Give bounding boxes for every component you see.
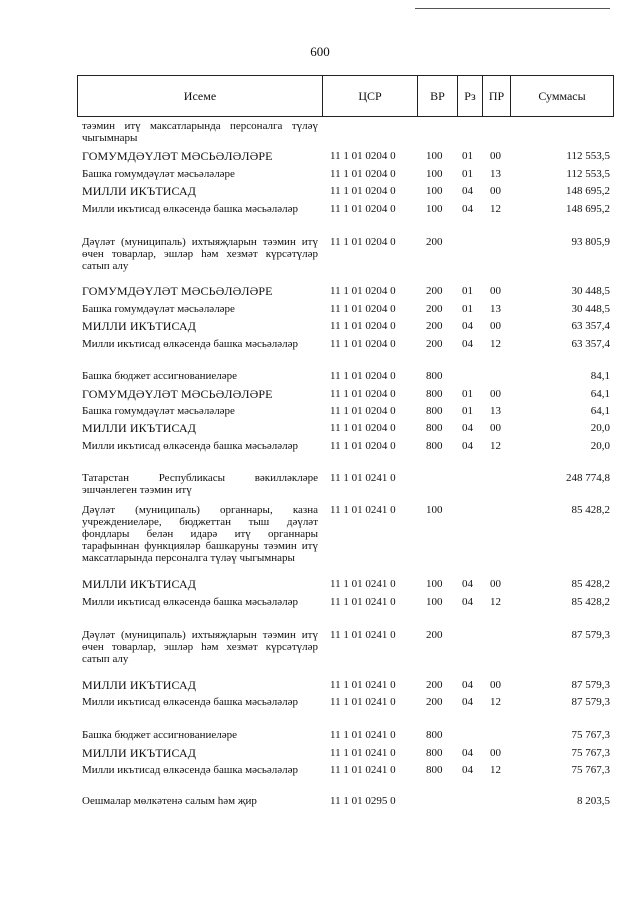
- row-sum: 112 553,5: [566, 150, 610, 162]
- row-sum: 87 579,3: [571, 696, 610, 708]
- row-name: Башка гомумдәүләт мәсьәләләре: [82, 405, 235, 417]
- row-csr: 11 1 01 0204 0: [330, 285, 396, 297]
- row-vr: 200: [426, 303, 443, 315]
- row-name: ГОМУМДӘҮЛӘТ МӘСЬӘЛӘЛӘРЕ: [82, 284, 273, 298]
- row-sum: 75 767,3: [571, 747, 610, 759]
- row-csr: 11 1 01 0295 0: [330, 795, 396, 807]
- row-vr: 800: [426, 370, 443, 382]
- row-name: МИЛЛИ ИКЪТИСАД: [82, 678, 197, 692]
- row-name: Башка бюджет ассигнованиеләре: [82, 370, 237, 382]
- row-name: Милли икътисад өлкәсендә башка мәсьәләләр: [82, 764, 298, 776]
- row-csr: 11 1 01 0241 0: [330, 679, 396, 691]
- row-vr: 100: [426, 578, 443, 590]
- row-name: МИЛЛИ ИКЪТИСАД: [82, 746, 197, 760]
- row-csr: 11 1 01 0241 0: [330, 729, 396, 741]
- row-vr: 800: [426, 764, 443, 776]
- row-name: ГОМУМДӘҮЛӘТ МӘСЬӘЛӘЛӘРЕ: [82, 149, 273, 163]
- row-name: Дәүләт (муниципаль) ихтыяҗларын тәэмин итү өчен товарлар, эшләр һәм хезмәт күрсәтүләр сатып алу: [82, 629, 318, 665]
- row-sum: 248 774,8: [566, 472, 610, 484]
- row-rz: 04: [462, 578, 473, 590]
- page-number: 600: [310, 44, 330, 59]
- row-csr: 11 1 01 0241 0: [330, 747, 396, 759]
- row-pr: 13: [490, 168, 501, 180]
- row-rz: 04: [462, 679, 473, 691]
- row-csr: 11 1 01 0204 0: [330, 338, 396, 350]
- column-header-csr: ЦСР: [323, 76, 418, 116]
- column-header-sum: Суммасы: [538, 88, 586, 103]
- row-sum: 30 448,5: [571, 303, 610, 315]
- row-pr: 12: [490, 696, 501, 708]
- row-vr: 800: [426, 405, 443, 417]
- row-vr: 800: [426, 747, 443, 759]
- row-name: Башка гомумдәүләт мәсьәләләре: [82, 303, 235, 315]
- row-csr: 11 1 01 0204 0: [330, 405, 396, 417]
- row-csr: 11 1 01 0204 0: [330, 185, 396, 197]
- row-name: МИЛЛИ ИКЪТИСАД: [82, 421, 197, 435]
- row-vr: 200: [426, 338, 443, 350]
- row-sum: 64,1: [590, 388, 610, 400]
- column-header-pr: ПР: [483, 76, 511, 116]
- row-vr: 800: [426, 388, 443, 400]
- row-rz: 04: [462, 696, 473, 708]
- row-name: Дәүләт (муниципаль) ихтыяҗларын тәэмин итү өчен товарлар, эшләр һәм хезмәт күрсәтүләр сатып алу: [82, 236, 318, 272]
- row-vr: 100: [426, 596, 443, 608]
- row-rz: 04: [462, 320, 473, 332]
- row-sum: 87 579,3: [571, 679, 610, 691]
- row-rz: 01: [462, 405, 473, 417]
- row-csr: 11 1 01 0204 0: [330, 422, 396, 434]
- row-csr: 11 1 01 0204 0: [330, 370, 396, 382]
- row-csr: 11 1 01 0241 0: [330, 472, 396, 484]
- row-vr: 100: [426, 168, 443, 180]
- row-pr: 12: [490, 203, 501, 215]
- table-header: [77, 75, 614, 117]
- row-csr: 11 1 01 0241 0: [330, 696, 396, 708]
- row-vr: 100: [426, 504, 443, 516]
- row-vr: 200: [426, 320, 443, 332]
- row-sum: 64,1: [590, 405, 610, 417]
- row-pr: 00: [490, 320, 501, 332]
- row-name: Дәүләт (муниципаль) органнары, казна учреждениеләре, бюджеттан тыш дәүләт фондлары белән идарә итү органнары тарафыннан функцияләр башкаруны тәэмин итү максатларында персоналга түләү чыгымнары: [82, 504, 318, 564]
- row-csr: 11 1 01 0204 0: [330, 388, 396, 400]
- row-vr: 200: [426, 629, 443, 641]
- row-rz: 04: [462, 422, 473, 434]
- row-rz: 04: [462, 440, 473, 452]
- row-csr: 11 1 01 0204 0: [330, 150, 396, 162]
- row-sum: 8 203,5: [577, 795, 610, 807]
- row-name: Башка гомумдәүләт мәсьәләләре: [82, 168, 235, 180]
- row-csr: 11 1 01 0241 0: [330, 578, 396, 590]
- column-header-vr: ВР: [418, 76, 458, 116]
- row-pr: 00: [490, 185, 501, 197]
- row-vr: 800: [426, 422, 443, 434]
- row-vr: 200: [426, 679, 443, 691]
- row-name: Оешмалар мөлкәтенә салым һәм җир: [82, 795, 257, 807]
- row-sum: 85 428,2: [571, 504, 610, 516]
- row-sum: 148 695,2: [566, 203, 610, 215]
- row-name: МИЛЛИ ИКЪТИСАД: [82, 184, 197, 198]
- row-name: Милли икътисад өлкәсендә башка мәсьәләләр: [82, 596, 298, 608]
- row-sum: 63 357,4: [571, 320, 610, 332]
- row-csr: 11 1 01 0241 0: [330, 504, 396, 516]
- row-rz: 04: [462, 203, 473, 215]
- row-rz: 04: [462, 764, 473, 776]
- row-rz: 01: [462, 303, 473, 315]
- top-rule: [415, 8, 610, 9]
- row-vr: 200: [426, 285, 443, 297]
- row-sum: 20,0: [590, 422, 610, 434]
- row-rz: 04: [462, 185, 473, 197]
- row-pr: 00: [490, 747, 501, 759]
- row-sum: 85 428,2: [571, 578, 610, 590]
- row-name: Милли икътисад өлкәсендә башка мәсьәләләр: [82, 440, 298, 452]
- row-sum: 93 805,9: [571, 236, 610, 248]
- row-vr: 800: [426, 440, 443, 452]
- row-pr: 12: [490, 764, 501, 776]
- row-name: Милли икътисад өлкәсендә башка мәсьәләләр: [82, 696, 298, 708]
- row-sum: 63 357,4: [571, 338, 610, 350]
- row-vr: 800: [426, 729, 443, 741]
- row-csr: 11 1 01 0204 0: [330, 236, 396, 248]
- row-csr: 11 1 01 0204 0: [330, 440, 396, 452]
- row-sum: 85 428,2: [571, 596, 610, 608]
- row-vr: 100: [426, 150, 443, 162]
- row-vr: 100: [426, 203, 443, 215]
- row-vr: 200: [426, 696, 443, 708]
- row-pr: 00: [490, 679, 501, 691]
- column-header-rz: Рз: [458, 76, 483, 116]
- row-csr: 11 1 01 0204 0: [330, 203, 396, 215]
- row-csr: 11 1 01 0204 0: [330, 303, 396, 315]
- row-rz: 01: [462, 150, 473, 162]
- row-rz: 04: [462, 596, 473, 608]
- row-rz: 01: [462, 388, 473, 400]
- row-pr: 00: [490, 388, 501, 400]
- row-pr: 13: [490, 405, 501, 417]
- row-name: Милли икътисад өлкәсендә башка мәсьәләләр: [82, 338, 298, 350]
- row-sum: 75 767,3: [571, 729, 610, 741]
- row-name: Милли икътисад өлкәсендә башка мәсьәләләр: [82, 203, 298, 215]
- row-rz: 04: [462, 338, 473, 350]
- row-csr: 11 1 01 0241 0: [330, 629, 396, 641]
- row-name: МИЛЛИ ИКЪТИСАД: [82, 577, 197, 591]
- row-sum: 30 448,5: [571, 285, 610, 297]
- row-pr: 12: [490, 440, 501, 452]
- row-sum: 148 695,2: [566, 185, 610, 197]
- row-pr: 00: [490, 150, 501, 162]
- row-pr: 12: [490, 338, 501, 350]
- row-vr: 100: [426, 185, 443, 197]
- row-pr: 00: [490, 578, 501, 590]
- row-csr: 11 1 01 0204 0: [330, 168, 396, 180]
- row-sum: 84,1: [590, 370, 610, 382]
- row-pr: 00: [490, 285, 501, 297]
- row-csr: 11 1 01 0241 0: [330, 596, 396, 608]
- row-name: тәэмин итү максатларында персоналга түләү чыгымнары: [82, 120, 318, 144]
- row-pr: 00: [490, 422, 501, 434]
- column-header-name: Исеме: [78, 76, 323, 116]
- row-sum: 112 553,5: [566, 168, 610, 180]
- row-name: Башка бюджет ассигнованиеләре: [82, 729, 237, 741]
- row-vr: 200: [426, 236, 443, 248]
- row-sum: 75 767,3: [571, 764, 610, 776]
- row-rz: 04: [462, 747, 473, 759]
- row-sum: 87 579,3: [571, 629, 610, 641]
- row-rz: 01: [462, 168, 473, 180]
- row-csr: 11 1 01 0204 0: [330, 320, 396, 332]
- row-sum: 20,0: [590, 440, 610, 452]
- row-rz: 01: [462, 285, 473, 297]
- row-pr: 12: [490, 596, 501, 608]
- row-name: МИЛЛИ ИКЪТИСАД: [82, 319, 197, 333]
- row-pr: 13: [490, 303, 501, 315]
- row-csr: 11 1 01 0241 0: [330, 764, 396, 776]
- row-name: Татарстан Республикасы вәкилләкләре эшчәнлеген тәэмин итү: [82, 472, 318, 496]
- row-name: ГОМУМДӘҮЛӘТ МӘСЬӘЛӘЛӘРЕ: [82, 387, 273, 401]
